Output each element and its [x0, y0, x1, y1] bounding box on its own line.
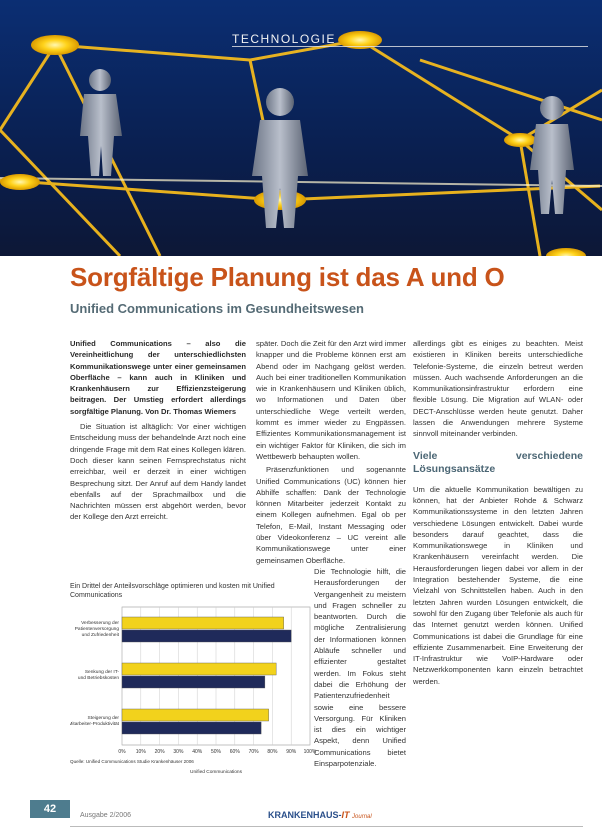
category-label: Verbesserung der Patientenversorgung und Zufriedenheit — [74, 621, 119, 638]
page-number: 42 — [30, 800, 70, 818]
chart-title: Ein Drittel der Anteilsvorschläge optimieren und kosten mit Unified Communications — [70, 583, 275, 599]
bar — [122, 676, 265, 688]
category-label: Steigerung der Mitarbeiter-Produktivität — [70, 716, 119, 727]
bar-chart — [70, 603, 316, 779]
x-tick-label: 0% — [118, 749, 126, 755]
bar — [122, 663, 276, 675]
chart-figure — [70, 582, 316, 774]
x-tick-label: 30% — [173, 749, 184, 755]
x-tick-label: 80% — [267, 749, 278, 755]
footer-rule — [70, 826, 583, 827]
column-1 — [70, 338, 246, 523]
article-subtitle: Unified Communications im Gesundheitswesen — [70, 301, 364, 316]
x-tick-label: 100% — [303, 749, 316, 755]
x-tick-label: 50% — [210, 749, 222, 755]
x-tick-label: 10% — [135, 749, 146, 755]
column-2-body-1: später. Doch die Zeit für den Arzt wird immer knapper und die Probleme können erst am Abend oder im Nachgang gelöst werden. Auch bei einer traditionellen Kommunikation wie in Krankenhäusern und Kliniken üblich, wo Informationen und Daten über unterschiedliche Wege verteilt werden, kommt es immer wieder zu Engpässen. Effizientes Kommunikationsmanagement ist ein wichtiger Faktor für Kliniken, die sich im Wettbewerb behaupten wollen. — [256, 339, 406, 461]
x-tick-label: 40% — [192, 749, 203, 755]
x-axis-label: Unified Communications — [190, 770, 242, 775]
brand-main: KRANKENHAUS- — [268, 810, 342, 820]
bar — [122, 630, 291, 642]
column-2-body-3: Die Technologie hilft, die Herausforderungen der Vergangenheit zu meistern und Fragen schneller zu beantworten. Durch die mögliche Zentralisierung der Informationen können Abläufe schneller und effizienter gestaltet werden. Im Fokus steht dabei die Erhöhung der Patientenzufriedenheit sowie eine bessere Versorgung. Für Kliniken ist dies ein wichtiger Aspekt, denn Unified Communications bietet Einsparpotenziale. — [314, 566, 406, 768]
column-3-body-2: Um die aktuelle Kommunikation bewältigen zu können, hat der Anbieter Rohde & Schwarz Kommunikationssysteme in den letzten Jahren verschiedene Lösungen entwickelt. Dabei wurde besonders darauf geachtet, dass die Kommunikationswege in Kliniken und Krankenhäusern vereinfacht werden. Die Herausforderungen liegen dabei vor allem in der Integration bestehender Systeme, die eine Vielzahl von Schnittstellen haben. Auch in den letzten Jahren wurden Lösungen entwickelt, die sowohl für den Zugang über Telefonie als auch für das Internet genutzt werden können. Unified Communications ist dabei die Grundlage für eine effiziente Zusammenarbeit. Eine Erweiterung der IT-Infrastruktur wie VoIP-Hardware oder Netzwerkkomponenten kann einzeln betrachtet werden. — [413, 484, 583, 686]
column-3 — [413, 338, 583, 687]
column-2-body-2: Präsenzfunktionen und sogenannte Unified Communications (UC) können hier Abhilfe schaffen: Dank der Technologie können Mitarbeiter jederzeit Kontakt zu einem Kollegen aufnehmen. Egal ob per Telefon, E-Mail, Instant Messaging oder über Videokonferenz – UC vereint alle Kommunikationswege unter einer gemeinsamen Oberfläche. — [256, 465, 406, 565]
article-intro: Unified Communications – also die Vereinheitlichung der unterschiedlichsten Kommunikationswege unter einer gemeinsamen Oberfläche – kann auch in Kliniken und Krankenhäusern zur Effizienzsteigerung beitragen. Der Umstieg erfordert allerdings sorgfältige Planung. Von Dr. Thomas Wiemers — [70, 339, 246, 416]
x-tick-label: 90% — [286, 749, 297, 755]
column-1-body: Die Situation ist alltäglich: Vor einer wichtigen Entscheidung muss der behandelnde Arzt noch eine dringende Frage mit dem Rat eines Kollegen klären. Doch dieser kann seinen Fernsprechstatus nicht erreichbar, weil er derzeit in einer wichtigen Besprechung sitzt. Der Anruf auf dem Handy landet ebenfalls auf der Sprachmailbox und die Nachrichten müssen erst abgehört werden, bevor der Kollege den Arzt erreicht. — [70, 422, 246, 522]
column-3-heading: Viele verschiedene Lösungsansätze — [413, 449, 583, 475]
issue-label: Ausgabe 2/2006 — [80, 812, 131, 819]
hero-image — [0, 0, 602, 256]
section-label: TECHNOLOGIE — [232, 32, 336, 46]
brand-tail: Journal — [352, 814, 372, 820]
journal-brand — [268, 810, 372, 820]
bar — [122, 617, 284, 629]
section-rule — [232, 46, 588, 47]
x-tick-label: 60% — [229, 749, 240, 755]
article-title: Sorgfältige Planung ist das A und O — [70, 262, 505, 292]
category-label: Senkung der IT-und Betriebskosten — [77, 670, 119, 681]
column-2-wrap-block — [314, 566, 406, 769]
column-3-body-1: allerdings gibt es einiges zu beachten. Meist existieren in Kliniken bereits unterschiedliche Telefonie-Systeme, die einzeln betreut werden müssen. Auch wachsende Anforderungen an die Kommunikationsinfrastruktur erfordern eine flexible Lösung. Die Migration auf WLAN- oder DECT-Anschlüsse werden heute genutzt. Daher lassen die Anwendungen mehrere Systeme sinnvoll miteinander verbinden. — [413, 339, 583, 439]
bar — [122, 722, 261, 734]
bar — [122, 709, 269, 721]
chart-source-note: Quelle: Unified Communications Studie Krankenhäuser 2006 — [70, 759, 194, 764]
x-tick-label: 70% — [248, 749, 259, 755]
x-tick-label: 20% — [154, 749, 165, 755]
brand-it: IT — [341, 810, 350, 820]
